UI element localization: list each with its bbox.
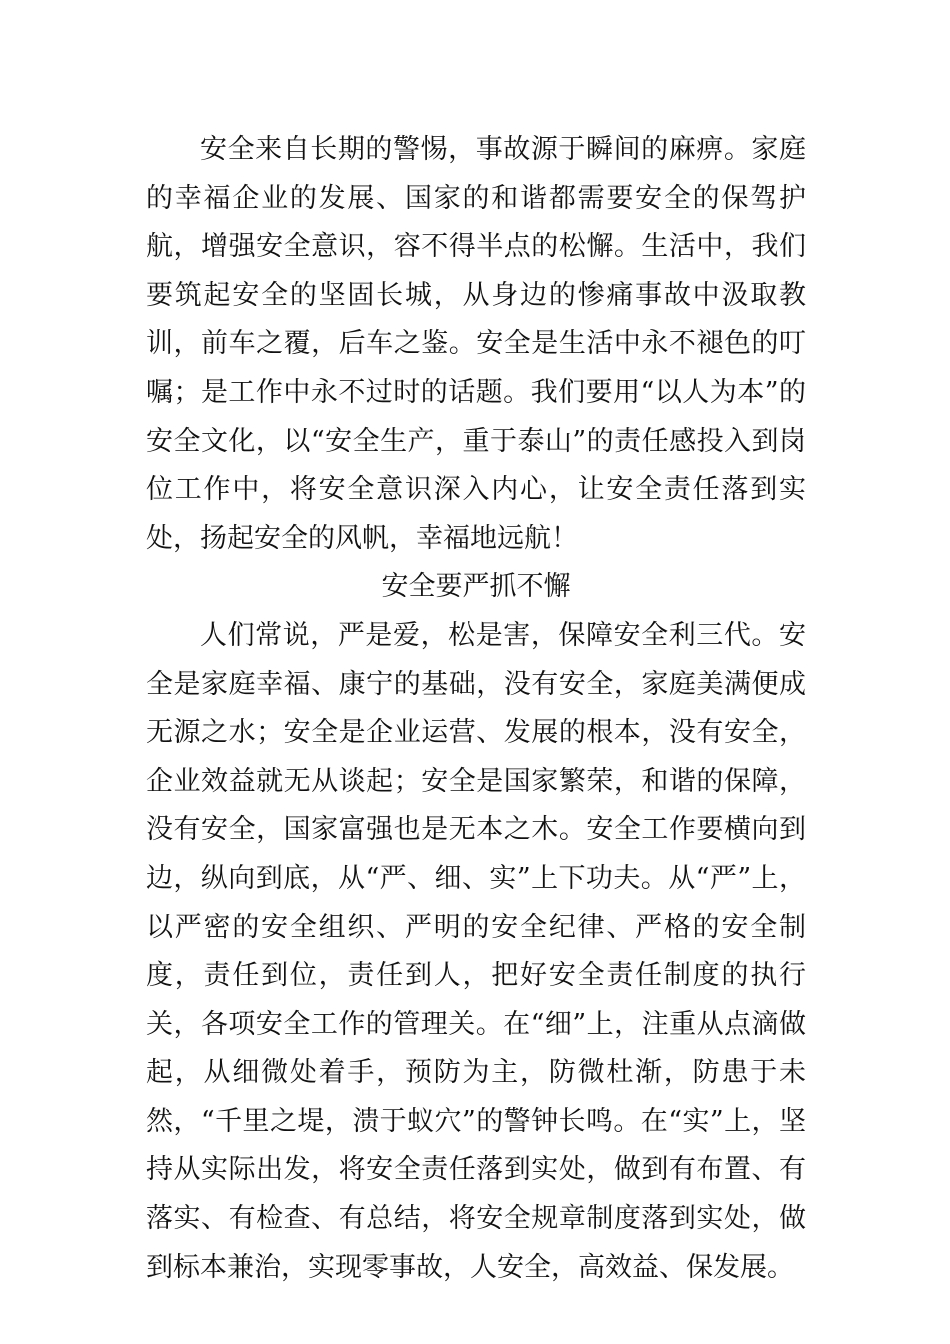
paragraph-1: 安全来自长期的警惕，事故源于瞬间的麻痹。家庭的幸福企业的发展、国家的和谐都需要安全的保驾护航，增强安全意识，容不得半点的松懈。生活中，我们要筑起安全的坚固长城，从身边的惨痛事故中汲取教训，前车之覆，后车之鉴。安全是生活中永不褪色的叮嘱；是工作中永不过时的话题。我们要用“以人为本”的安全文化，以“安全生产，重于泰山”的责任感投入到岗位工作中，将安全意识深入内心，让安全责任落到实处，扬起安全的风帆，幸福地远航！ <box>146 134 806 554</box>
paragraph-2: 人们常说，严是爱，松是害，保障安全利三代。安全是家庭幸福、康宁的基础，没有安全，家庭美满便成无源之水；安全是企业运营、发展的根本，没有安全，企业效益就无从谈起；安全是国家繁荣，和谐的保障，没有安全，国家富强也是无本之木。安全工作要横向到边，纵向到底，从“严、细、实”上下功夫。从“严”上，以严密的安全组织、严明的安全纪律、严格的安全制度，责任到位，责任到人，把好安全责任制度的执行关，各项安全工作的管理关。在“细”上，注重从点滴做起，从细微处着手，预防为主，防微杜渐，防患于未然，“千里之堤，溃于蚁穴”的警钟长鸣。在“实”上，坚持从实际出发，将安全责任落到实处，做到有布置、有落实、有检查、有总结，将安全规章制度落到实处，做到标本兼治，实现零事故，人安全，高效益、保发展。 <box>146 619 806 1283</box>
section-title: 安全要严抓不懈 <box>381 571 571 603</box>
document-body <box>146 126 806 1292</box>
